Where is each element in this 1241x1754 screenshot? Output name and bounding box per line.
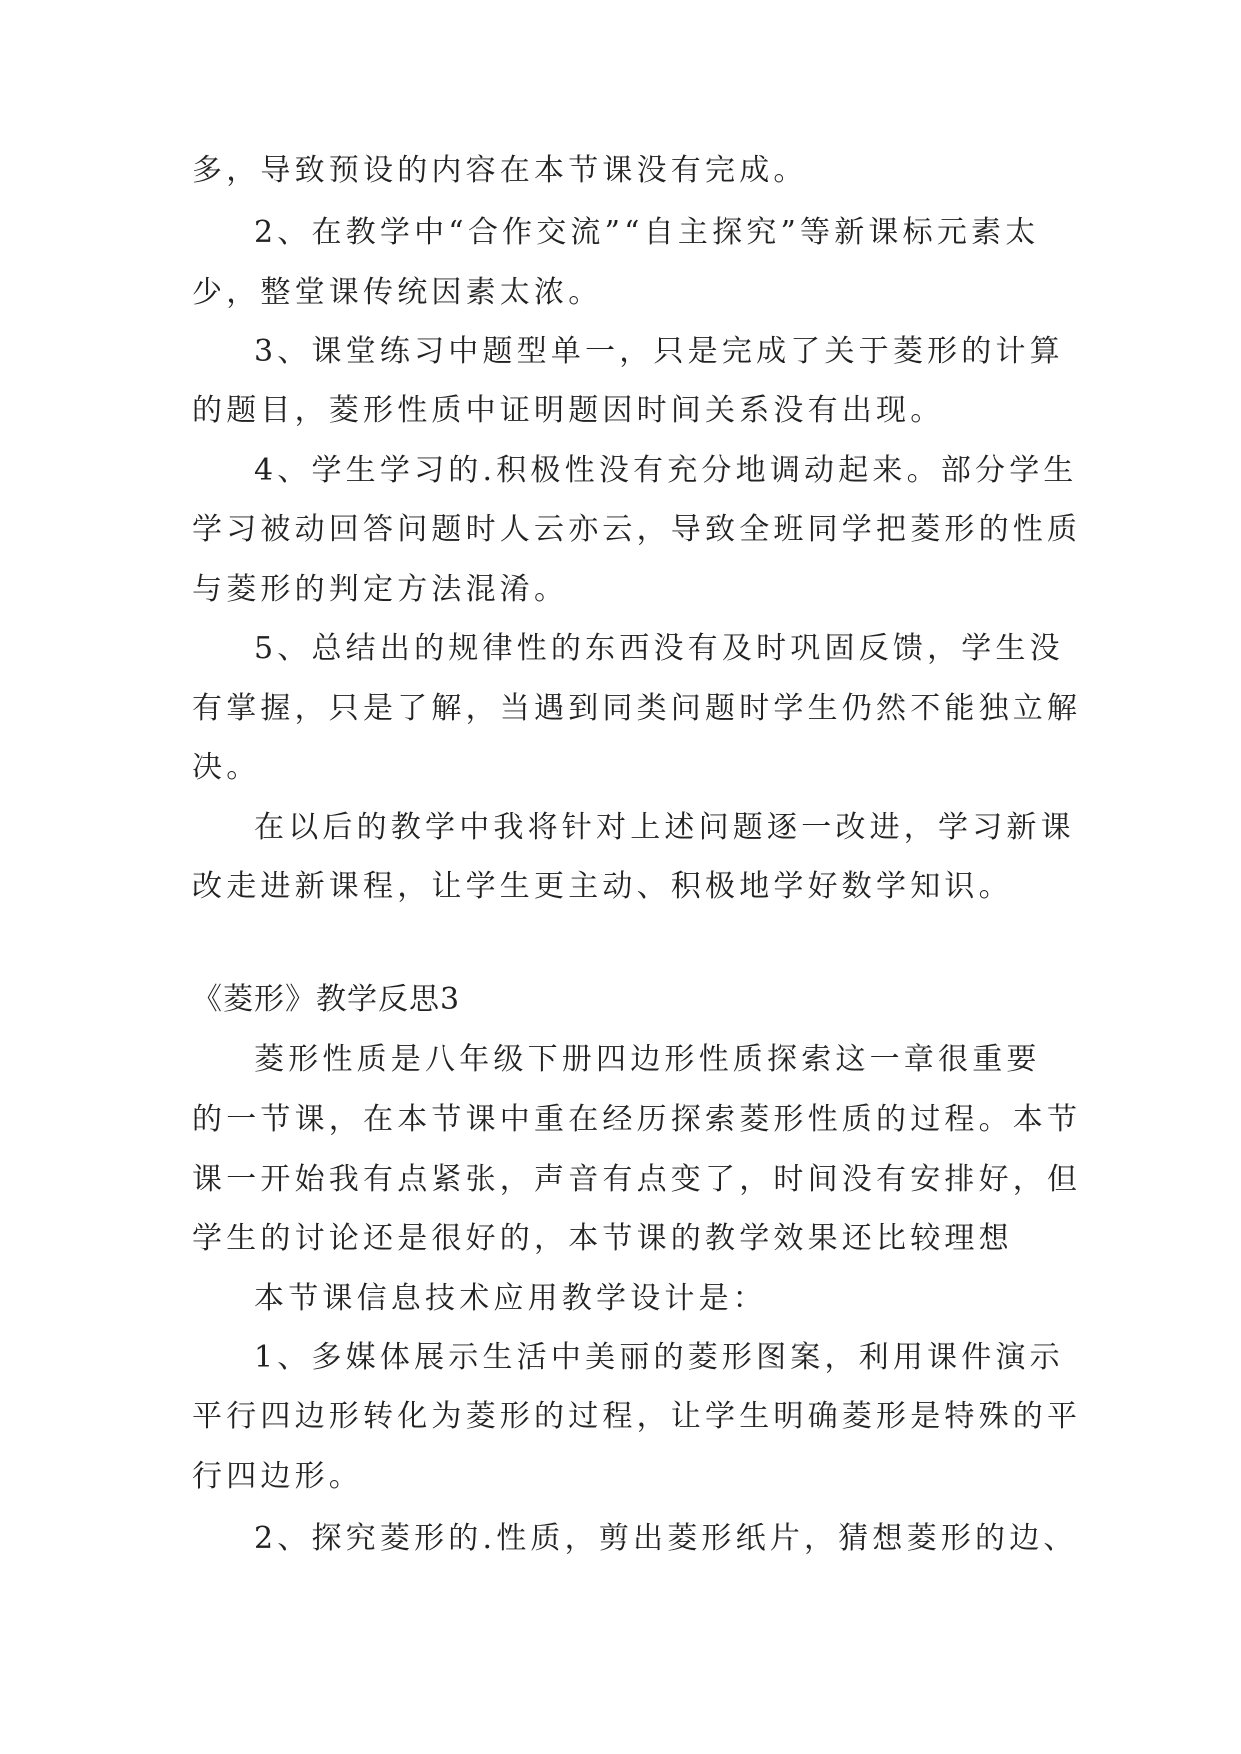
paragraph-line: 4、学生学习的.积极性没有充分地调动起来。部分学生 [254, 453, 1078, 488]
paragraph-line: 的题目，菱形性质中证明题因时间关系没有出现。 [192, 393, 945, 428]
paragraph-line: 课一开始我有点紧张，声音有点变了，时间没有安排好，但 [192, 1162, 1082, 1197]
paragraph-line: 少，整堂课传统因素太浓。 [192, 275, 603, 310]
paragraph-line: 行四边形。 [192, 1459, 363, 1494]
paragraph-line: 决。 [192, 750, 261, 785]
paragraph-line: 有掌握，只是了解，当遇到同类问题时学生仍然不能独立解 [192, 691, 1082, 726]
paragraph-line: 3、课堂练习中题型单一，只是完成了关于菱形的计算 [254, 334, 1064, 369]
paragraph-line: 1、多媒体展示生活中美丽的菱形图案，利用课件演示 [254, 1340, 1064, 1375]
paragraph-line: 在以后的教学中我将针对上述问题逐一改进，学习新课 [254, 810, 1075, 845]
paragraph-line: 菱形性质是八年级下册四边形性质探索这一章很重要 [254, 1042, 1041, 1077]
paragraph-line: 学习被动回答问题时人云亦云，导致全班同学把菱形的性质 [192, 512, 1082, 547]
paragraph-line: 学生的讨论还是很好的，本节课的教学效果还比较理想 [192, 1221, 1013, 1256]
paragraph-line: 本节课信息技术应用教学设计是： [254, 1281, 767, 1316]
paragraph-line: 与菱形的判定方法混淆。 [192, 572, 569, 607]
section-heading: 《菱形》教学反思3 [192, 982, 461, 1017]
paragraph-line: 的一节课，在本节课中重在经历探索菱形性质的过程。本节 [192, 1102, 1082, 1137]
paragraph-line: 平行四边形转化为菱形的过程，让学生明确菱形是特殊的平 [192, 1399, 1082, 1434]
paragraph-line: 2、在教学中“合作交流”“自主探究”等新课标元素太 [254, 215, 1040, 250]
paragraph-line: 多，导致预设的内容在本节课没有完成。 [192, 153, 808, 188]
paragraph-line: 2、探究菱形的.性质，剪出菱形纸片，猜想菱形的边、 [254, 1521, 1078, 1556]
paragraph-line: 5、总结出的规律性的东西没有及时巩固反馈，学生没 [254, 631, 1064, 666]
paragraph-line: 改走进新课程，让学生更主动、积极地学好数学知识。 [192, 869, 1013, 904]
